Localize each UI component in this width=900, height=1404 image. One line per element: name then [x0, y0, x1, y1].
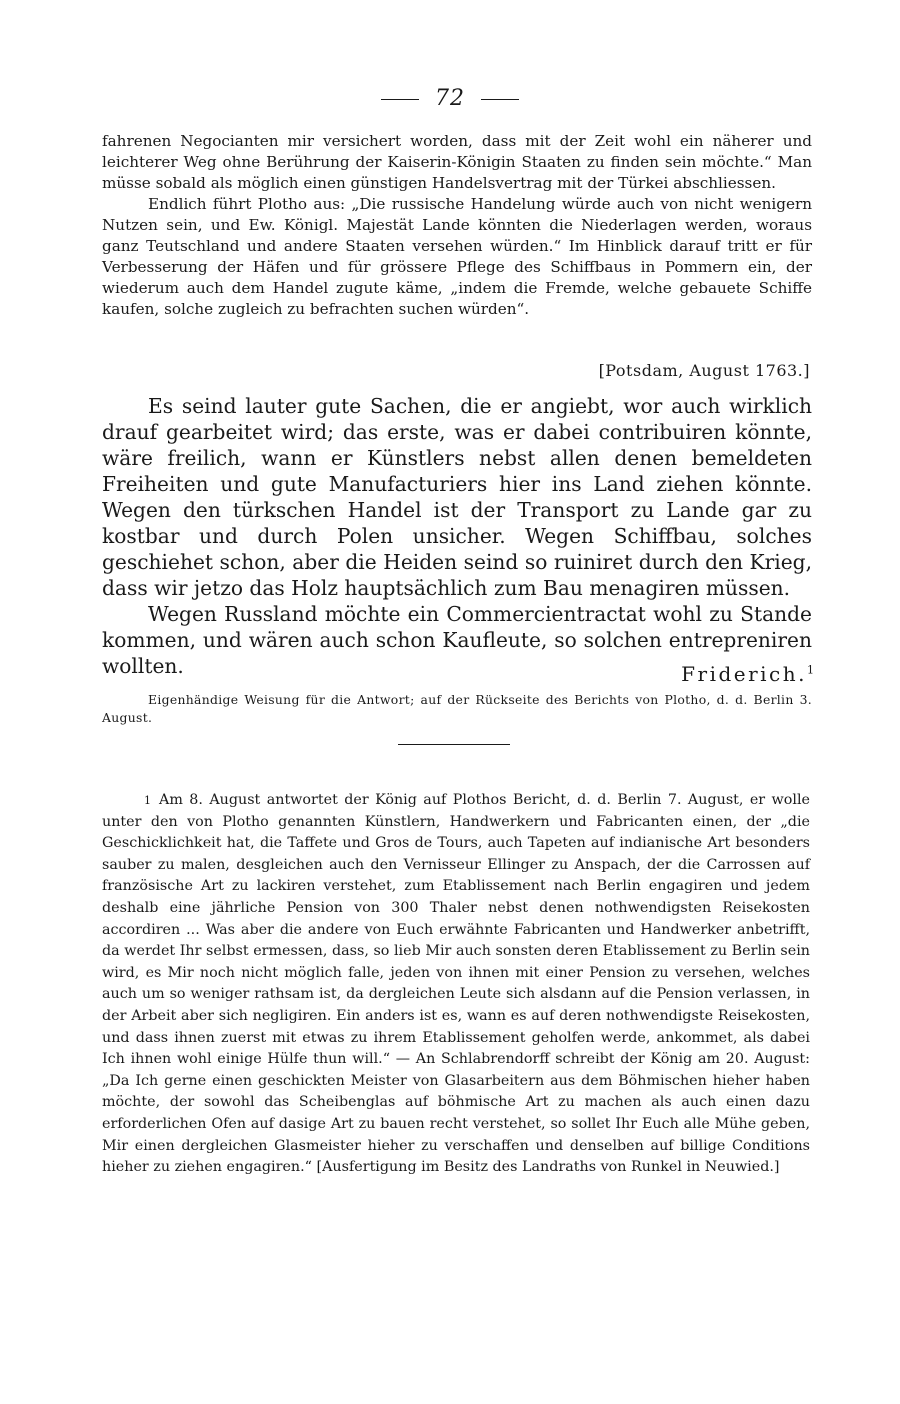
page-number-dash-left: [381, 99, 419, 100]
letter-paragraph-1: Es seind lauter gute Sachen, die er angiebt, wor auch wirklich drauf gearbeitet wird; das erste, was er dabei contribuiren könnte, wäre freilich, wann er Künstlers nebst allen denen bemeldeten Freiheiten und gute Manufacturiers hier ins Land ziehen könnte. Wegen den türkschen Handel ist der Transport zu Lande gar zu kostbar und durch Polen unsicher. Wegen Schiffbau, solches geschiehet schon, aber die Heiden seind so ruiniret durch den Krieg, dass wir jetzo das Holz hauptsächlich zum Bau menagiren müssen.: [102, 394, 812, 600]
footnote-paragraph: [102, 790, 810, 1179]
letter-place-date: [Potsdam, August 1763.]: [598, 361, 810, 380]
footnote-text: Am 8. August antwortet der König auf Plothos Bericht, d. d. Berlin 7. August, er wolle unter den von Plotho genannten Künstlern, Handwerkern und Fabricanten einen, der „die Geschicklichkeit hat, die Taffete und Gros de Tours, auch Tapeten auf indianische Art besonders sauber zu malen, desgleichen auch den Vernisseur Ellinger zu Anspach, der die Carrossen auf französische Art zu lackiren verstehet, zum Etablissement nach Berlin engagiren und jedem deshalb eine jährliche Pension von 300 Thaler nebst denen nothwendigsten Reisekosten accordiren ... Was aber die andere von Euch erwähnte Fabricanten und Handwerker anbetrifft, da werdet Ihr selbst ermessen, dass, so lieb Mir auch sonsten deren Etablissement zu Berlin sein wird, es Mir noch nicht möglich falle, jeden von ihnen mit einer Pension zu versehen, welches auch um so weniger rathsam ist, da dergleichen Leute sich alsdann auf die Pension verlassen, in der Arbeit aber sich negligiren. Ein anders ist es, wann es auf deren nothwendigste Reisekosten, und dass ihnen zuerst mit etwas zu ihrem Etablissement geholfen werde, ankommet, als dabei Ich ihnen wohl einige Hülfe thun will.“ — An Schlabrendorff schreibt der König am 20. August: „Da Ich gerne einen geschickten Meister von Glasarbeitern aus dem Böhmischen hieher haben möchte, der sowohl das Scheibenglas auf böhmische Art zu machen als auch einen dazu erforderlichen Ofen auf dasige Art zu bauen recht verstehet, so sollet Ihr Euch alle Mühe geben, Mir einen dergleichen Glasmeister hieher zu verschaffen und denselben auf billige Conditions hieher zu ziehen engagiren.“ [Ausfertigung im Besitz des Landraths von Runkel in Neuwied.]: [102, 792, 810, 1176]
signature-footnote-marker: 1: [807, 663, 814, 677]
footnote-marker: 1: [144, 794, 151, 807]
letter-body: [102, 393, 812, 679]
footnote: [102, 790, 810, 1179]
page-number-text: 72: [435, 86, 465, 111]
report-paragraph-2: Endlich führt Plotho aus: „Die russische Handelung würde auch von nicht wenigern Nutzen sein, und Ew. Königl. Majestät Lande könnten die Niederlagen werden, woraus ganz Teutschland und andere Staaten versehen würden.“ Im Hinblick darauf tritt er für Verbesserung der Häfen und für grössere Pflege des Schiffbaus in Pommern ein, der wiederum auch dem Handel zugute käme, „indem die Fremde, welche gebauete Schiffe kaufen, solche zugleich zu befrachten suchen würden“.: [102, 195, 812, 318]
source-note: Eigenhändige Weisung für die Antwort; auf der Rückseite des Berichts von Plotho, d. d. Berlin 3. August.: [102, 692, 812, 725]
letter-paragraph-2: Wegen Russland möchte ein Commercientractat wohl zu Stande kommen, und wären auch schon Kaufleute, so solchen entrepreniren wollten.: [102, 602, 812, 678]
page-number-dash-right: [481, 99, 519, 100]
signature-text: Friderich.: [681, 662, 807, 686]
footnote-separator: [398, 744, 510, 745]
report-summary: [102, 131, 812, 320]
report-paragraph-1: fahrenen Negocianten mir versichert worden, dass mit der Zeit wohl ein näherer und leichterer Weg ohne Berührung der Kaiserin-Königin Staaten zu finden sein möchte.“ Man müsse sobald als möglich einen günstigen Handelsvertrag mit der Türkei abschliessen.: [102, 132, 812, 192]
page-number: [0, 86, 900, 111]
signature: [681, 662, 814, 686]
